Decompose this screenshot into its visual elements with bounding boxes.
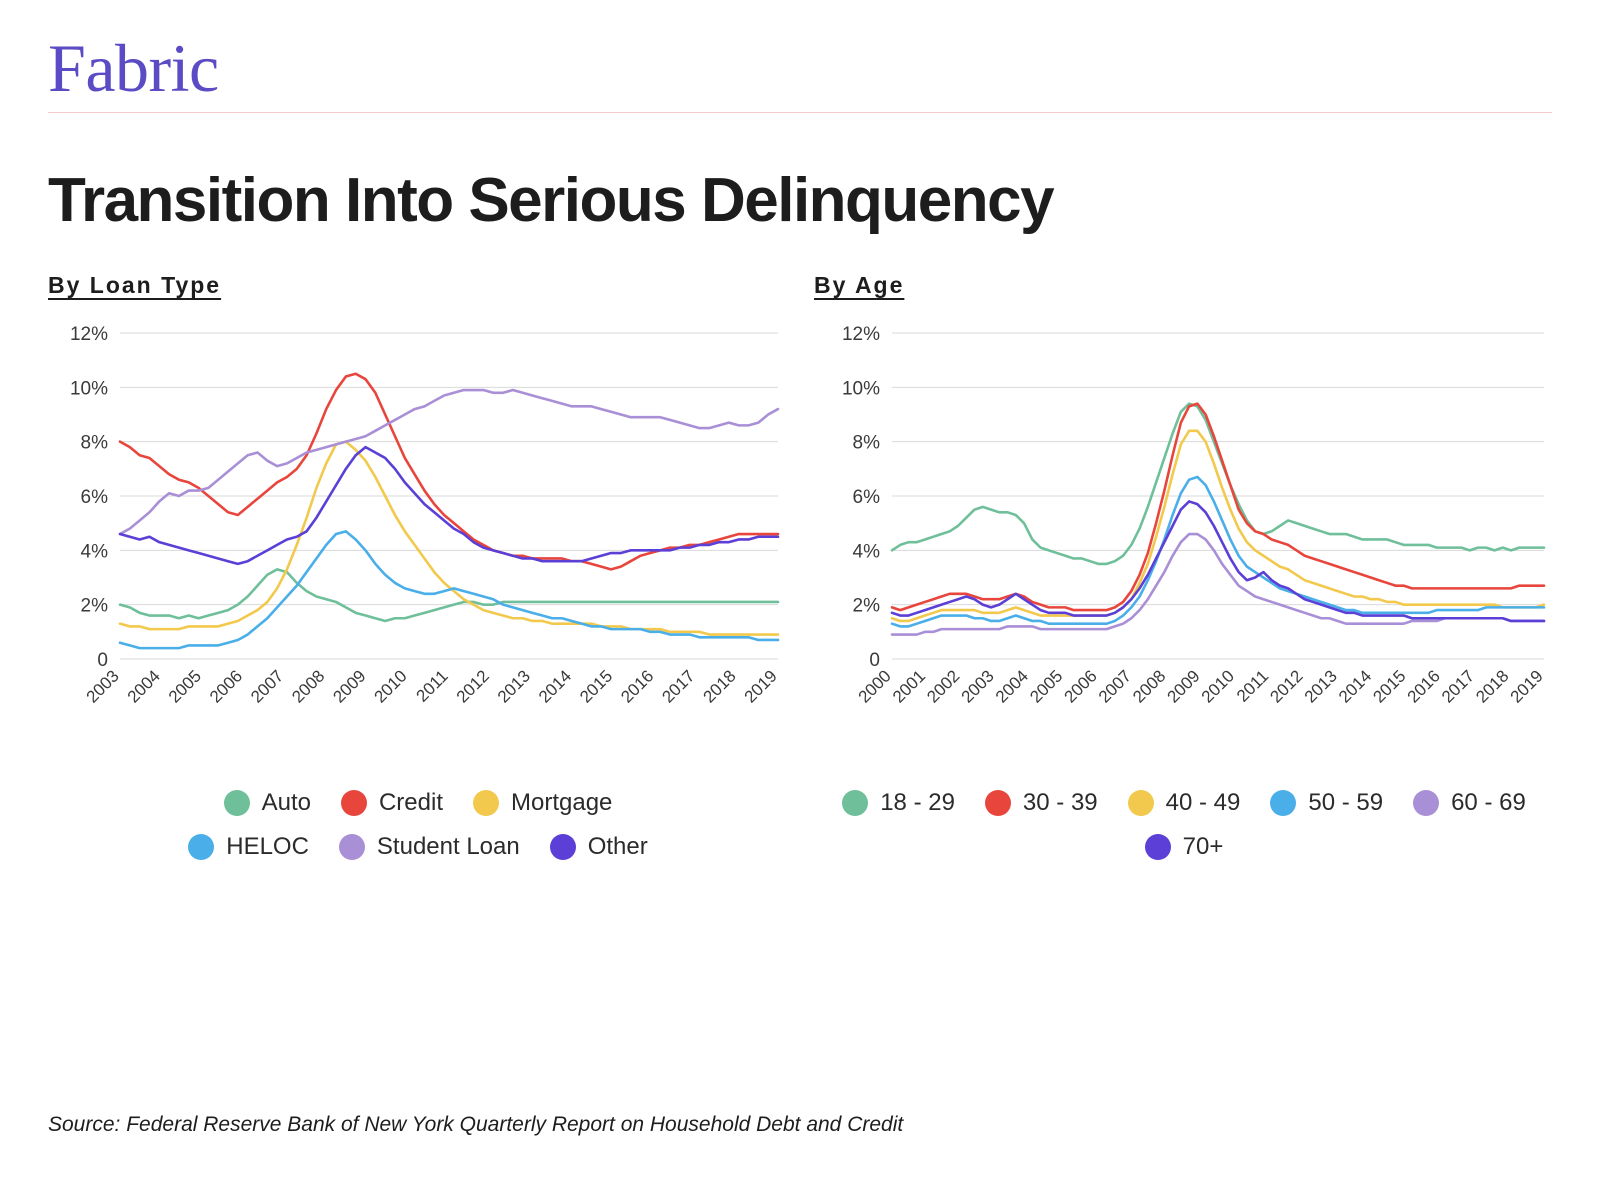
line-chart-by-age (814, 321, 1554, 771)
x-axis-tick: 2011 (1233, 666, 1273, 706)
source-note: Source: Federal Reserve Bank of New York Quarterly Report on Household Debt and Credit (48, 1113, 904, 1136)
x-axis-tick: 2007 (1094, 666, 1136, 707)
legend-label: 50 - 59 (1308, 789, 1384, 816)
legend-by-loan-type (48, 789, 788, 867)
x-axis-tick: 2019 (740, 666, 781, 707)
x-axis-tick: 2003 (82, 666, 123, 707)
legend-item[interactable] (1128, 789, 1241, 817)
x-axis-tick: 2005 (164, 666, 206, 707)
page-title: Transition Into Serious Delinquency (48, 166, 1054, 235)
x-axis-tick: 2009 (329, 666, 370, 707)
y-axis-tick: 4% (852, 541, 880, 563)
y-axis-tick: 6% (80, 487, 108, 508)
series-line (892, 501, 1544, 621)
legend-swatch-icon (188, 834, 214, 860)
x-axis-tick: 2017 (1438, 666, 1479, 707)
legend-label: 18 - 29 (880, 789, 955, 816)
x-axis-tick: 2017 (658, 666, 699, 707)
x-axis-tick: 2009 (1163, 666, 1204, 707)
y-axis-tick: 8% (80, 432, 108, 454)
x-axis-tick: 2004 (123, 666, 164, 707)
x-axis-tick: 2013 (493, 666, 535, 707)
legend-swatch-icon (473, 790, 499, 816)
x-axis-tick: 2014 (1335, 666, 1376, 707)
x-axis-tick: 2006 (206, 666, 247, 707)
y-axis-tick: 10% (841, 378, 880, 400)
x-axis-tick: 2004 (991, 666, 1033, 707)
series-line (120, 390, 778, 534)
x-axis-tick: 2018 (699, 666, 740, 707)
chart-title-by-loan-type: By Loan Type (48, 272, 222, 298)
x-axis-tick: 2018 (1472, 666, 1513, 707)
series-line (892, 404, 1544, 610)
x-axis-tick: 2007 (247, 666, 288, 707)
x-axis-tick: 2005 (1026, 666, 1067, 707)
legend-item[interactable] (842, 789, 955, 817)
x-axis-tick: 2003 (957, 666, 998, 707)
brand-bar (48, 0, 1552, 113)
series-line (120, 374, 778, 570)
y-axis-tick: 0 (869, 650, 880, 671)
x-axis-tick: 2019 (1506, 666, 1547, 707)
x-axis-tick: 2008 (1129, 666, 1170, 707)
legend-item[interactable] (224, 789, 311, 817)
x-axis-tick: 2015 (576, 666, 617, 707)
x-axis-tick: 2011 (412, 666, 452, 706)
plot-by-loan-type (48, 321, 788, 771)
legend-swatch-icon (341, 790, 367, 816)
x-axis-tick: 2002 (923, 666, 964, 707)
y-axis-tick: 4% (80, 541, 108, 563)
plot-by-age (814, 321, 1554, 771)
legend-item[interactable] (1270, 789, 1383, 817)
legend-label: 70+ (1182, 833, 1224, 860)
chart-panel-by-loan-type (48, 272, 788, 867)
legend-item[interactable] (985, 789, 1098, 817)
legend-swatch-icon (1145, 834, 1171, 860)
legend-item[interactable] (341, 789, 443, 817)
legend-item[interactable] (1145, 833, 1224, 861)
legend-swatch-icon (1128, 790, 1154, 816)
y-axis-tick: 0 (97, 650, 108, 671)
x-axis-tick: 2000 (854, 666, 895, 707)
legend-label: 60 - 69 (1451, 789, 1526, 816)
series-line (120, 569, 778, 621)
legend-item[interactable] (550, 833, 648, 861)
legend-swatch-icon (842, 790, 868, 816)
x-axis-tick: 2014 (535, 666, 576, 707)
legend-label: Student Loan (376, 833, 520, 860)
x-axis-tick: 2015 (1369, 666, 1410, 707)
y-axis-tick: 10% (69, 378, 108, 400)
legend-label: 40 - 49 (1165, 789, 1241, 816)
chart-panel-by-age (814, 272, 1554, 867)
legend-label: Credit (378, 789, 443, 816)
legend-label: 30 - 39 (1022, 789, 1098, 816)
x-axis-tick: 2010 (370, 666, 411, 707)
x-axis-tick: 2016 (617, 666, 658, 707)
legend-item[interactable] (339, 833, 520, 861)
legend-label: HELOC (226, 833, 309, 860)
x-axis-tick: 2013 (1300, 666, 1341, 707)
y-axis-tick: 8% (852, 432, 880, 454)
x-axis-tick: 2012 (452, 666, 493, 707)
y-axis-tick: 2% (852, 595, 880, 617)
x-axis-tick: 2006 (1060, 666, 1101, 707)
legend-swatch-icon (1270, 790, 1296, 816)
x-axis-tick: 2016 (1403, 666, 1444, 707)
legend-swatch-icon (985, 790, 1011, 816)
y-axis-tick: 12% (69, 324, 108, 345)
legend-label: Mortgage (511, 789, 613, 816)
legend-label: Auto (261, 789, 311, 816)
x-axis-tick: 2010 (1197, 666, 1238, 707)
x-axis-tick: 2008 (288, 666, 329, 707)
series-line (892, 431, 1544, 621)
y-axis-tick: 6% (852, 487, 880, 508)
legend-by-age (814, 789, 1554, 867)
y-axis-tick: 12% (841, 324, 880, 345)
x-axis-tick: 2012 (1266, 666, 1307, 707)
y-axis-tick: 2% (80, 595, 108, 617)
legend-swatch-icon (224, 790, 250, 816)
legend-swatch-icon (1413, 790, 1439, 816)
chart-title-by-age: By Age (814, 272, 905, 298)
legend-swatch-icon (550, 834, 576, 860)
legend-item[interactable] (188, 833, 309, 861)
legend-item[interactable] (1413, 789, 1526, 817)
x-axis-tick: 2001 (888, 666, 930, 707)
brand-logo: Fabric (48, 30, 219, 106)
legend-swatch-icon (339, 834, 365, 860)
legend-label: Other (587, 833, 648, 860)
charts-container (48, 272, 1552, 867)
legend-item[interactable] (473, 789, 612, 817)
series-line (892, 404, 1544, 564)
line-chart-by-loan-type (48, 321, 788, 771)
